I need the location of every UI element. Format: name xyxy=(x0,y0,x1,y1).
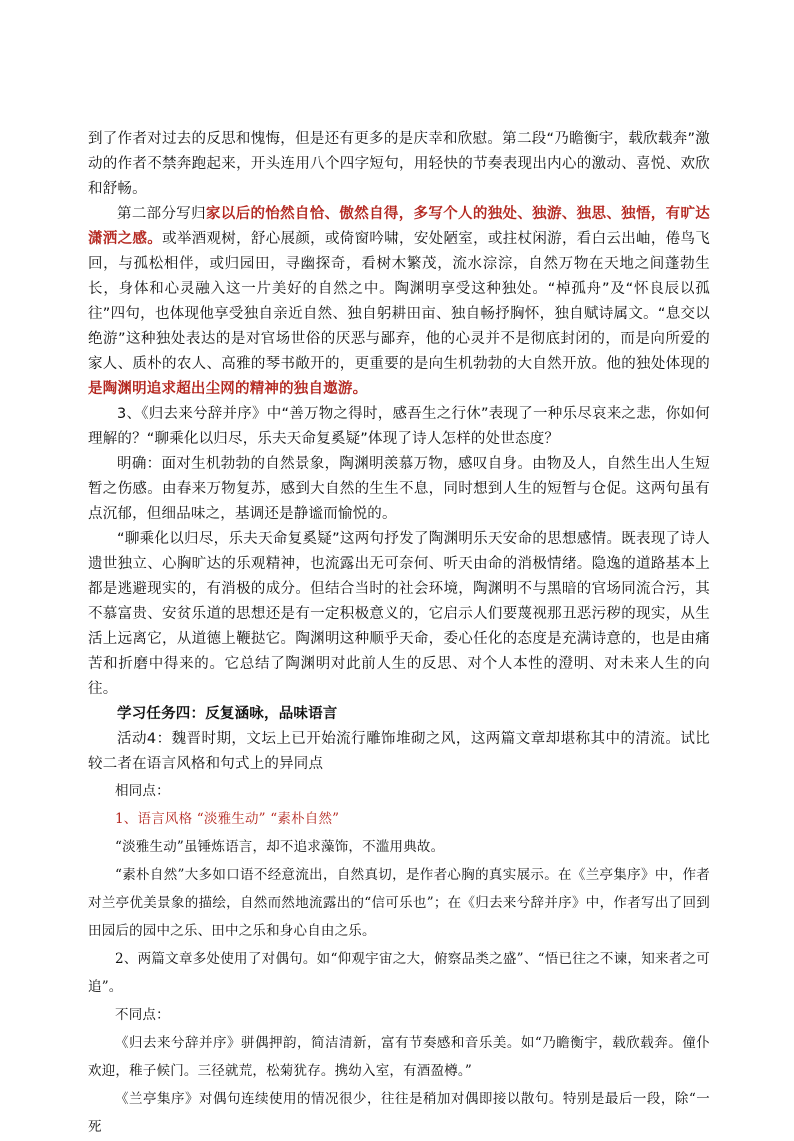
similarity-1-detail-a: “淡雅生动”虽锤炼语言，却不追求藻饰，不滥用典故。 xyxy=(115,839,445,855)
similarities-label: 相同点： xyxy=(115,783,170,799)
highlight-spirit: 是陶渊明追求超出尘网的精神的独自遨游。 xyxy=(88,381,368,397)
document-body xyxy=(88,127,710,1141)
differences-label: 不同点： xyxy=(115,1007,170,1023)
difference-2: 《兰亭集序》对偶句连续使用的情况很少，往往是稍加对偶即接以散句。特别是最后一段，除“一死 xyxy=(88,1091,710,1135)
second-part-body: 或举酒观树，舒心展颜，或倚窗吟啸，安处陋室，或拄杖闲游，看白云出岫，倦鸟飞回，与孤松相伴，或归园田，寻幽探奇，看树木繁茂，流水淙淙，自然万物在天地之间蓬勃生长，身体和心灵融入这一片美好的自然之中。陶渊明享受这种独处。“棹孤舟”及“怀良辰以孤往”四句，也体现他享受独自亲近自然、独自躬耕田亩、独自畅抒胸怀，独自赋诗属文。“息交以绝游”这种独处表达的是对官场世俗的厌恶与鄙弃，他的心灵并不是彻底封闭的，而是向所爱的家人、质朴的农人、高雅的琴书敞开的，更重要的是向生机勃勃的大自然开放。他的独处体现的 xyxy=(88,231,710,372)
paragraph-second-part xyxy=(88,202,710,402)
activity-4: 活动4：魏晋时期，文坛上已开始流行雕饰堆砌之风，这两篇文章却堪称其中的清流。试比较二者在语言风格和句式上的异同点 xyxy=(88,731,710,772)
answer-3: 明确：面对生机勃勃的自然景象，陶渊明羡慕万物，感叹自身。由物及人，自然生出人生短暂之伤感。由春来万物复苏，感到大自然的生生不息，同时想到人生的短暂与仓促。这两句虽有点沉郁，但细品味之，基调还是静谧而愉悦的。 xyxy=(88,456,710,522)
similarity-1: 1、语言风格 “淡雅生动” “素朴自然” xyxy=(115,811,340,827)
highlight-solitude: 家以后的怡然自恰、傲然自得，多写个人的独处、独游、独思、独悟，有旷达潇洒之感。 xyxy=(88,206,710,247)
second-part-lead: 第二部分写归 xyxy=(117,206,206,222)
answer-3-continued: “聊乘化以归尽，乐夫天命复奚疑”这两句抒发了陶渊明乐天安命的思想感情。既表现了诗人遗世独立、心胸旷达的乐观精神，也流露出无可奈何、听天由命的消极情绪。隐逸的道路基本上都是逃避现实的，有消极的成分。但结合当时的社会环境，陶渊明不与黑暗的官场同流合污，其不慕富贵、安贫乐道的思想还是有一定积极意义的，它启示人们要蔑视那丑恶污秽的现实，从生活上远离它，从道德上鞭挞它。陶渊明这种顺乎天命，委心任化的态度是充满诗意的，也是由痛苦和折磨中得来的。它总结了陶渊明对此前人生的反思、对个人本性的澄明、对未来人生的向往。 xyxy=(88,531,710,697)
task-4-heading: 学习任务四：反复涵咏，品味语言 xyxy=(117,706,338,722)
similarity-1-detail-b: “素朴自然”大多如口语不经意流出，自然真切，是作者心胸的真实展示。在《兰亭集序》中，作者对兰亭优美景象的描绘，自然而然地流露出的“信可乐也”；在《归去来兮辞并序》中，作者写出了回到田园后的园中之乐、田中之乐和身心自由之乐。 xyxy=(88,867,710,939)
paragraph-reflection: 到了作者对过去的反思和愧悔，但是还有更多的是庆幸和欣慰。第二段“乃瞻衡宇，载欣载奔”激动的作者不禁奔跑起来，开头连用八个四字短句，用轻快的节奏表现出内心的激动、喜悦、欢欣和舒畅。 xyxy=(88,131,710,197)
difference-1: 《归去来兮辞并序》骈偶押韵，简洁清新，富有节奏感和音乐美。如“乃瞻衡宇，载欣载奔。僮仆欢迎，稚子候门。三径就荒，松菊犹存。携幼入室，有酒盈樽。” xyxy=(88,1035,710,1079)
question-3: 3、《归去来兮辞并序》中“善万物之得时，感吾生之行休”表现了一种乐尽哀来之悲，你如何理解的？“聊乘化以归尽，乐夫天命复奚疑”体现了诗人怎样的处世态度？ xyxy=(88,406,710,447)
similarity-2: 2、两篇文章多处使用了对偶句。如“仰观宇宙之大，俯察品类之盛”、“悟已往之不谏，知来者之可追”。 xyxy=(88,951,710,995)
